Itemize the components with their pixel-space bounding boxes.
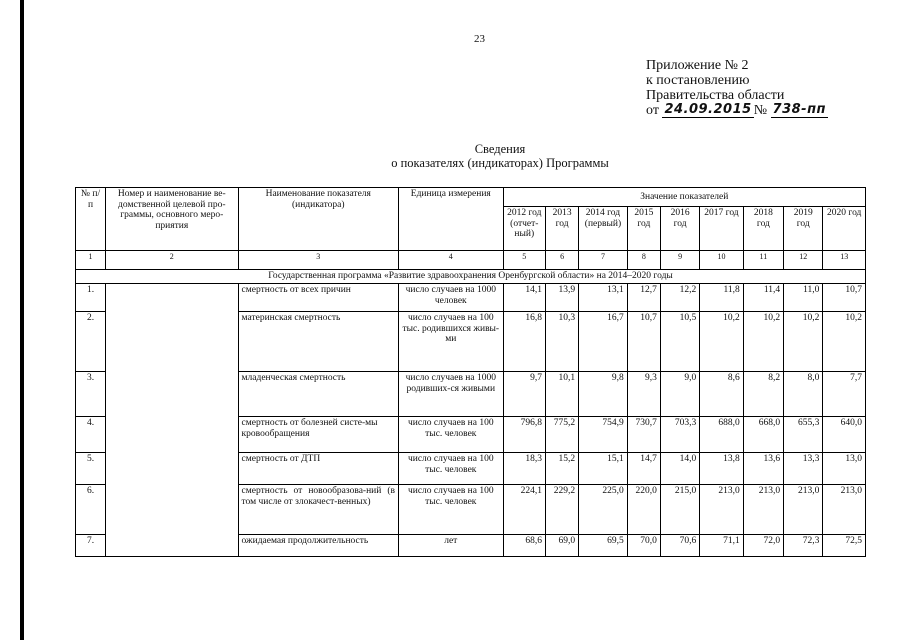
value-cell: 13,3 (784, 453, 823, 485)
title-line2: о показателях (индикаторах) Программы (391, 156, 609, 170)
value-cell: 10,1 (546, 372, 579, 417)
header-year: 2017 год (700, 207, 743, 251)
handwritten-date: 24.09.2015 (664, 102, 752, 117)
row-unit: число случаев на 100 тыс. человек (399, 417, 504, 453)
value-cell: 754,9 (579, 417, 628, 453)
row-num: 5. (76, 453, 106, 485)
value-cell: 9,7 (503, 372, 545, 417)
value-cell: 8,0 (784, 372, 823, 417)
row-unit: число случаев на 1000 человек (399, 284, 504, 312)
value-cell: 13,0 (823, 453, 866, 485)
index-cell: 2 (106, 251, 239, 270)
index-cell: 5 (503, 251, 545, 270)
value-cell: 8,2 (743, 372, 783, 417)
value-cell: 12,7 (627, 284, 660, 312)
value-cell: 11,0 (784, 284, 823, 312)
header-program: Номер и наименование ве-домственной целевой про-граммы, основного меро-приятия (106, 188, 239, 251)
value-cell: 11,8 (700, 284, 743, 312)
value-cell: 796,8 (503, 417, 545, 453)
value-cell: 213,0 (700, 485, 743, 535)
index-cell: 1 (76, 251, 106, 270)
value-cell: 8,6 (700, 372, 743, 417)
document-title (0, 142, 905, 170)
value-cell: 224,1 (503, 485, 545, 535)
row-num: 3. (76, 372, 106, 417)
row-num: 6. (76, 485, 106, 535)
value-cell: 16,8 (503, 312, 545, 372)
value-cell: 213,0 (784, 485, 823, 535)
value-cell: 70,0 (627, 535, 660, 557)
index-cell: 3 (238, 251, 398, 270)
page-number: 23 (474, 33, 485, 45)
value-cell: 640,0 (823, 417, 866, 453)
value-cell: 9,8 (579, 372, 628, 417)
index-cell: 12 (784, 251, 823, 270)
value-cell: 16,7 (579, 312, 628, 372)
header-values: Значение показателей (503, 188, 865, 207)
header-year: 2013 год (546, 207, 579, 251)
index-cell: 9 (660, 251, 699, 270)
value-cell: 11,4 (743, 284, 783, 312)
value-cell: 10,2 (700, 312, 743, 372)
date-prefix: от (646, 103, 659, 118)
value-cell: 229,2 (546, 485, 579, 535)
value-cell: 15,1 (579, 453, 628, 485)
index-cell: 6 (546, 251, 579, 270)
value-cell: 10,7 (627, 312, 660, 372)
header-year: 2014 год (первый) (579, 207, 628, 251)
value-cell: 10,3 (546, 312, 579, 372)
value-cell: 10,2 (743, 312, 783, 372)
value-cell: 10,7 (823, 284, 866, 312)
row-unit: число случаев на 100 тыс. родившихся живы-ми (399, 312, 504, 372)
value-cell: 72,3 (784, 535, 823, 557)
value-cell: 70,6 (660, 535, 699, 557)
row-indicator: смертность от всех причин (238, 284, 398, 312)
program-title-row (76, 270, 866, 284)
header-num: № п/п (76, 188, 106, 251)
appendix-line2: к постановлению (646, 73, 750, 88)
number-prefix: № (753, 103, 768, 118)
index-cell: 4 (399, 251, 504, 270)
value-cell: 7,7 (823, 372, 866, 417)
appendix-line1: Приложение № 2 (646, 58, 749, 73)
header-year: 2018 год (743, 207, 783, 251)
value-cell: 13,8 (700, 453, 743, 485)
value-cell: 655,3 (784, 417, 823, 453)
value-cell: 15,2 (546, 453, 579, 485)
value-cell: 703,3 (660, 417, 699, 453)
value-cell: 14,0 (660, 453, 699, 485)
value-cell: 215,0 (660, 485, 699, 535)
header-row-1 (76, 188, 866, 207)
row-num: 2. (76, 312, 106, 372)
row-unit: лет (399, 535, 504, 557)
title-line1: Сведения (474, 142, 526, 156)
row-indicator: младенческая смертность (238, 372, 398, 417)
index-cell: 10 (700, 251, 743, 270)
appendix-date-row (646, 103, 828, 118)
handwritten-number: 738-пп (772, 102, 827, 117)
value-cell: 69,0 (546, 535, 579, 557)
value-cell: 14,7 (627, 453, 660, 485)
row-indicator: смертность от болезней систе-мы кровообращения (238, 417, 398, 453)
value-cell: 668,0 (743, 417, 783, 453)
header-year: 2016 год (660, 207, 699, 251)
value-cell: 213,0 (743, 485, 783, 535)
index-cell: 7 (579, 251, 628, 270)
appendix-line3: Правительства области (646, 88, 785, 103)
row-num: 7. (76, 535, 106, 557)
value-cell: 688,0 (700, 417, 743, 453)
appendix-block (646, 58, 828, 118)
header-year: 2012 год (отчет-ный) (503, 207, 545, 251)
value-cell: 72,0 (743, 535, 783, 557)
row-indicator: ожидаемая продолжительность (238, 535, 398, 557)
program-title: Государственная программа «Развитие здравоохранения Оренбургской области» на 2014–2020 годы (76, 270, 866, 284)
table-row (76, 284, 866, 312)
value-cell: 68,6 (503, 535, 545, 557)
value-cell: 13,1 (579, 284, 628, 312)
value-cell: 72,5 (823, 535, 866, 557)
header-year: 2015 год (627, 207, 660, 251)
row-unit: число случаев на 100 тыс. человек (399, 453, 504, 485)
page-edge-bar (20, 0, 24, 640)
indicators-table (75, 187, 866, 557)
program-cell (106, 284, 239, 557)
value-cell: 220,0 (627, 485, 660, 535)
row-unit: число случаев на 1000 родивших-ся живыми (399, 372, 504, 417)
header-unit: Единица измерения (399, 188, 504, 251)
row-indicator: смертность от новообразова-ний (в том числе от злокачест-венных) (238, 485, 398, 535)
value-cell: 225,0 (579, 485, 628, 535)
value-cell: 14,1 (503, 284, 545, 312)
value-cell: 10,2 (784, 312, 823, 372)
value-cell: 12,2 (660, 284, 699, 312)
value-cell: 775,2 (546, 417, 579, 453)
row-num: 1. (76, 284, 106, 312)
value-cell: 10,5 (660, 312, 699, 372)
index-cell: 13 (823, 251, 866, 270)
header-year: 2019 год (784, 207, 823, 251)
value-cell: 13,6 (743, 453, 783, 485)
index-cell: 8 (627, 251, 660, 270)
value-cell: 13,9 (546, 284, 579, 312)
value-cell: 213,0 (823, 485, 866, 535)
value-cell: 9,0 (660, 372, 699, 417)
header-indicator: Наименование показателя (индикатора) (238, 188, 398, 251)
value-cell: 9,3 (627, 372, 660, 417)
header-year: 2020 год (823, 207, 866, 251)
value-cell: 10,2 (823, 312, 866, 372)
row-indicator: смертность от ДТП (238, 453, 398, 485)
index-row (76, 251, 866, 270)
value-cell: 71,1 (700, 535, 743, 557)
value-cell: 69,5 (579, 535, 628, 557)
value-cell: 730,7 (627, 417, 660, 453)
row-unit: число случаев на 100 тыс. человек (399, 485, 504, 535)
value-cell: 18,3 (503, 453, 545, 485)
index-cell: 11 (743, 251, 783, 270)
row-num: 4. (76, 417, 106, 453)
row-indicator: материнская смертность (238, 312, 398, 372)
